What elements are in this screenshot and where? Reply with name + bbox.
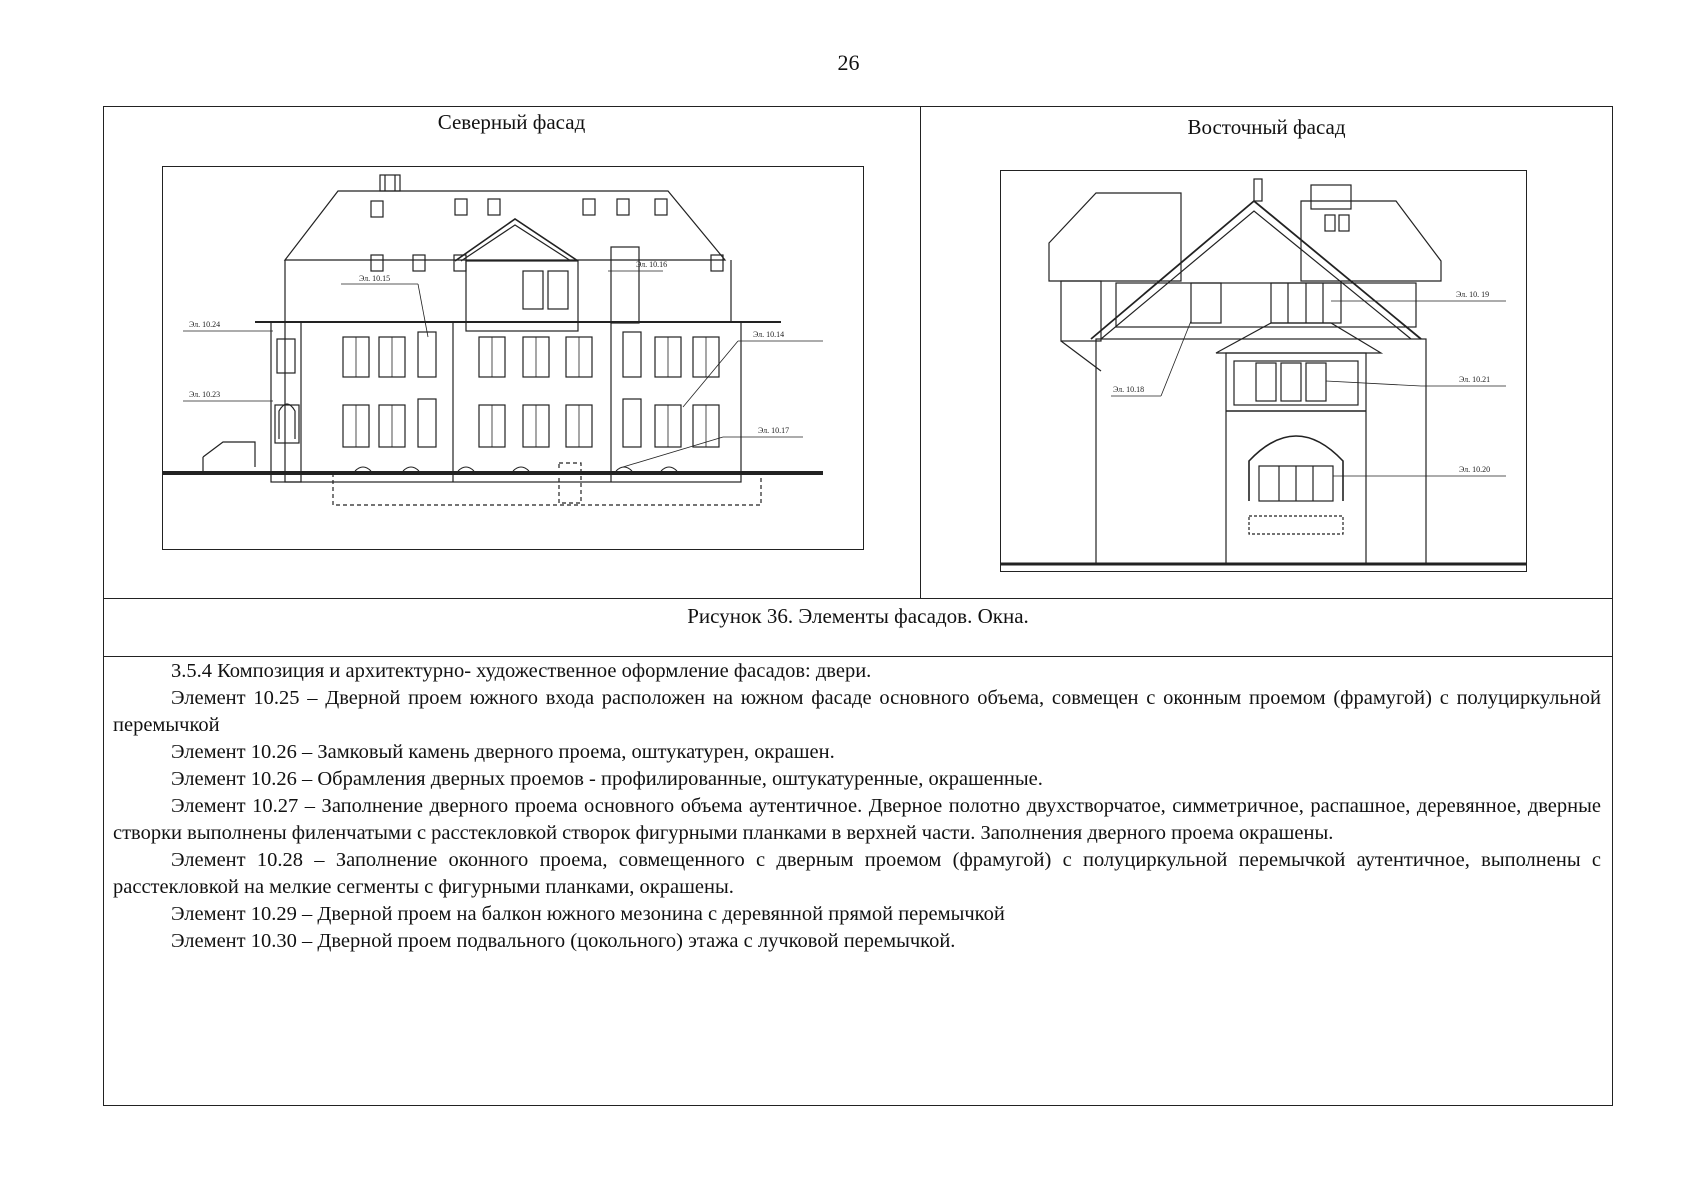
paragraph: Элемент 10.28 – Заполнение оконного проема, совмещенного с дверным проемом (фрамугой) с полуциркульной перемычкой аутентичное, выполнены с расстекловкой на мелкие сегменты с фигурными планками, окрашены. <box>113 849 1601 898</box>
paragraph: Элемент 10.25 – Дверной проем южного входа расположен на южном фасаде основного объема, совмещен с оконным проемом (фрамугой) с полуциркульной перемычкой <box>113 687 1601 736</box>
paragraph: Элемент 10.26 – Обрамления дверных проемов - профилированные, оштукатуренные, окрашенные. <box>171 768 1043 790</box>
label-north-3: Эл. 10.24 <box>189 320 221 329</box>
body-text <box>113 658 1601 955</box>
paragraph: Элемент 10.26 – Замковый камень дверного проема, оштукатурен, окрашен. <box>171 741 835 763</box>
paragraph: Элемент 10.27 – Заполнение дверного проема основного объема аутентичное. Дверное полотно двухстворчатое, симметричное, распашное, деревянное, дверные створки выполнены филенчатыми с расстекловкой створок фигурными планками в верхней части. Заполнения дверного проема окрашены. <box>113 795 1601 844</box>
east-facade-drawing <box>1000 170 1527 572</box>
label-east-3: Эл. 10.18 <box>1113 385 1145 394</box>
label-east-1: Эл. 10. 19 <box>1456 290 1490 299</box>
label-east-4: Эл. 10.20 <box>1459 465 1491 474</box>
chimney <box>380 175 400 191</box>
north-facade-drawing <box>162 166 864 550</box>
figure-caption: Рисунок 36. Элементы фасадов. Окна. <box>687 604 1029 628</box>
label-north-1: Эл. 10.15 <box>359 274 391 283</box>
caption-divider-bottom <box>103 656 1613 657</box>
label-north-6: Эл. 10.17 <box>758 426 790 435</box>
east-facade-title: Восточный фасад <box>1187 115 1346 139</box>
label-north-2: Эл. 10.16 <box>636 260 668 269</box>
label-north-4: Эл. 10.14 <box>753 330 785 339</box>
paragraph: Элемент 10.29 – Дверной проем на балкон южного мезонина с деревянной прямой перемычкой <box>171 903 1005 925</box>
label-north-5: Эл. 10.23 <box>189 390 221 399</box>
caption-divider-top <box>103 598 1613 599</box>
page-number: 26 <box>837 50 860 75</box>
paragraph: Элемент 10.30 – Дверной проем подвального (цокольного) этажа с лучковой перемычкой. <box>171 930 956 952</box>
north-facade-title: Северный фасад <box>437 110 586 134</box>
column-divider <box>920 106 921 598</box>
paragraph: 3.5.4 Композиция и архитектурно- художественное оформление фасадов: двери. <box>171 660 872 682</box>
label-east-2: Эл. 10.21 <box>1459 375 1491 384</box>
